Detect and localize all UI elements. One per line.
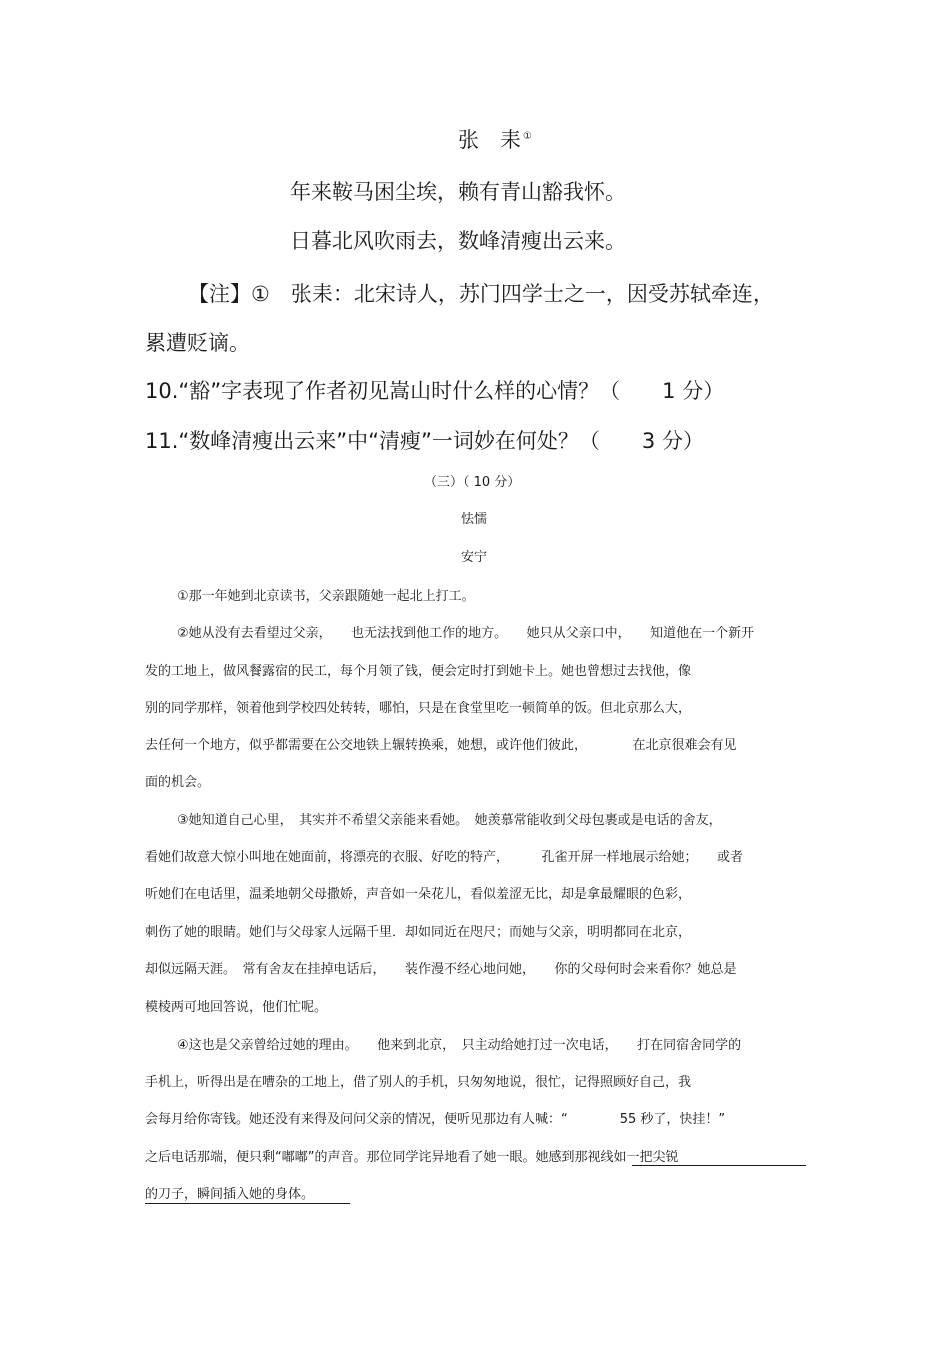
paragraph-3-line: 却似远隔天涯。 常有舍友在挂掉电话后， 装作漫不经心地问她， 你的父母何时会来看你？她总是 [145, 962, 737, 977]
paragraph-3-line: 刺伤了她的眼睛。她们与父母家人远隔千里．却如同近在咫尺；而她与父亲，明明都同在北京， [145, 925, 692, 940]
paragraph-3-line: ③她知道自己心里， 其实并不希望父亲能来看她。 她羡慕常能收到父母包裹或是电话的舍友， [177, 813, 722, 828]
paragraph-2-line: 发的工地上，做风餐露宿的民工，每个月领了钱，便会定时打到她卡上。她也曾想过去找他，像 [145, 664, 692, 679]
paragraph-2-line: 面的机会。 [145, 775, 211, 790]
paragraph-4-line: 会每月给你寄钱。她还没有来得及问问父亲的情况，便听见那边有人喊：“ 55 秒了，快挂！” [145, 1112, 726, 1127]
question-10: 10.“豁”字表现了作者初见嵩山时什么样的心情？（ 1 分） [145, 379, 725, 403]
underline [632, 1165, 806, 1166]
paragraph-4-line: ④这也是父亲曾给过她的理由。 他来到北京， 只主动给她打过一次电话， 打在同宿舍同学的 [177, 1038, 742, 1053]
paragraph-4-line: 的刀子，瞬间插入她的身体。 [145, 1187, 315, 1202]
footnote-marker: ① [523, 131, 532, 142]
paragraph-2-line: 去任何一个地方，似乎都需要在公交地铁上辗转换乘，她想，或许他们彼此， 在北京很难会有见 [145, 738, 737, 753]
article-author: 安宁 [461, 550, 488, 565]
paragraph-4-line: 手机上，听得出是在嘈杂的工地上，借了别人的手机，只匆匆地说，很忙，记得照顾好自己，我 [145, 1075, 692, 1090]
poem-line-1: 年来鞍马困尘埃，赖有青山豁我怀。 [290, 180, 626, 204]
paragraph-3-line: 模棱两可地回答说，他们忙呢。 [145, 1000, 328, 1015]
poem-author: 张 耒 ① [458, 128, 532, 152]
question-11: 11.“数峰清瘦出云来”中“清瘦”一词妙在何处？（ 3 分） [145, 429, 704, 453]
article-title: 怯懦 [461, 512, 488, 527]
paragraph-1-line: ①那一年她到北京读书，父亲跟随她一起北上打工。 [177, 589, 475, 604]
section-heading: （三）（ 10 分） [424, 475, 521, 490]
paragraph-3-line: 听她们在电话里，温柔地朝父母撒娇，声音如一朵花儿，看似羞涩无比，却是拿最耀眼的色彩， [145, 887, 692, 902]
paragraph-2-line: 别的同学那样，领着他到学校四处转转，哪怕，只是在食堂里吃一顿简单的饭。但北京那么大， [145, 701, 692, 716]
underline [145, 1203, 350, 1204]
poem-line-2: 日暮北风吹雨去，数峰清瘦出云来。 [290, 229, 626, 253]
paragraph-4-line: 之后电话那端，便只剩“嘟嘟”的声音。那位同学诧异地看了她一眼。她感到那视线如一把尖锐 [145, 1150, 679, 1165]
paragraph-3-line: 看她们故意大惊小叫地在她面前，将漂亮的衣服、好吃的特产， 孔雀开屏一样地展示给她； 或者 [145, 850, 744, 865]
poem-note: 【注】① 张耒：北宋诗人，苏门四学士之一，因受苏轼牵连， [188, 282, 774, 306]
poem-note-continued: 累遭贬谪。 [145, 331, 250, 355]
paragraph-2-line: ②她从没有去看望过父亲， 也无法找到他工作的地方。 她只从父亲口中， 知道他在一个新开 [177, 626, 755, 641]
